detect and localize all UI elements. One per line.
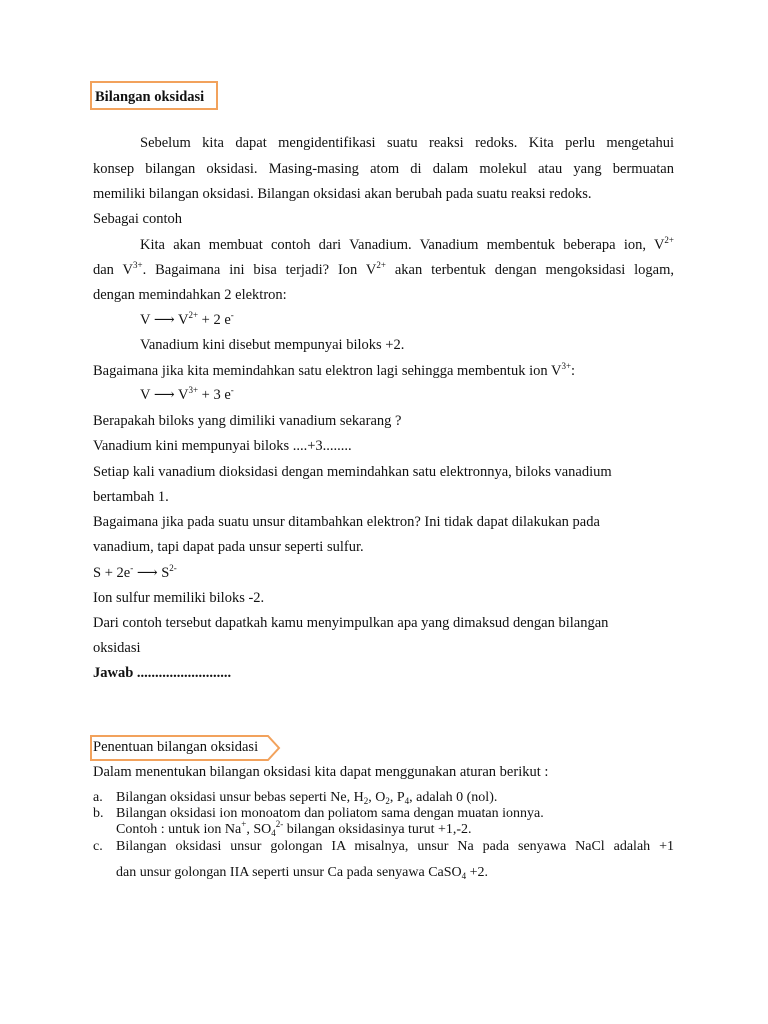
paragraph-line: Sebelum kita dapat mengidentifikasi suatu reaksi redoks. Kita perlu mengetahui <box>140 135 674 151</box>
answer-prompt: Jawab .......................... <box>93 665 232 681</box>
section-heading: Penentuan bilangan oksidasi <box>93 739 259 755</box>
equation: V ⟶ $V^{2+} + 2$ e- <box>140 310 234 328</box>
equation: S + 2e- ⟶ $S^{2-}$ <box>93 563 177 581</box>
section-heading-tag <box>90 735 280 761</box>
list-item: Bilangan oksidasi unsur golongan IA misalnya, unsur Na pada senyawa NaCl adalah +1 <box>116 839 674 854</box>
paragraph-line: memiliki bilangan oksidasi. Bilangan oksidasi akan berubah pada suatu reaksi redoks. <box>93 186 592 202</box>
list-marker: b. <box>93 806 104 821</box>
paragraph-line: Setiap kali vanadium dioksidasi dengan memindahkan satu elektronnya, biloks vanadium <box>93 464 612 480</box>
list-item: dan unsur golongan IIA seperti unsur Ca pada senyawa CaSO$_4$ +2. <box>116 865 489 881</box>
paragraph-line: Vanadium kini disebut mempunyai biloks +2. <box>140 337 405 353</box>
list-item: Bilangan oksidasi ion monoatom dan poliatom sama dengan muatan ionnya. <box>116 806 544 821</box>
list-marker: a. <box>93 790 103 805</box>
paragraph-line: oksidasi <box>93 640 141 656</box>
paragraph-line: Dari contoh tersebut dapatkah kamu menyimpulkan apa yang dimaksud dengan bilangan <box>93 615 609 631</box>
paragraph-line: Sebagai contoh <box>93 211 182 227</box>
paragraph-line: konsep bilangan oksidasi. Masing-masing atom di dalam molekul atau yang bermuatan <box>93 161 674 177</box>
paragraph-line: Ion sulfur memiliki biloks -2. <box>93 590 265 606</box>
list-item: Contoh : untuk ion Na+, $SO_4^{2-}$ bilangan oksidasinya turut +1,-2. <box>116 819 472 838</box>
paragraph-line: dan $V^{3+}$. Bagaimana ini bisa terjadi? Ion $V^{2+}$ akan terbentuk dengan mengoksidasi logam, <box>93 260 674 278</box>
paragraph-line: Bagaimana jika kita memindahkan satu elektron lagi sehingga membentuk ion $V^{3+}$: <box>93 361 576 379</box>
paragraph-line: Kita akan membuat contoh dari Vanadium. Vanadium membentuk beberapa ion, $V^{2+}$ <box>140 235 674 253</box>
paragraph-line: Dalam menentukan bilangan oksidasi kita dapat menggunakan aturan berikut : <box>93 764 549 780</box>
paragraph-line: Bagaimana jika pada suatu unsur ditambahkan elektron? Ini tidak dapat dilakukan pada <box>93 514 600 530</box>
paragraph-line: Berapakah biloks yang dimiliki vanadium sekarang ? <box>93 413 402 429</box>
section-heading-box <box>90 81 218 110</box>
list-marker: c. <box>93 839 103 854</box>
section-heading: Bilangan oksidasi <box>95 89 205 105</box>
paragraph-line: bertambah 1. <box>93 489 169 505</box>
list-item: Bilangan oksidasi unsur bebas seperti Ne, $H_2$, $O_2$, $P_4$, adalah 0 (nol). <box>116 790 498 806</box>
paragraph-line: dengan memindahkan 2 elektron: <box>93 287 287 303</box>
equation: V ⟶ $V^{3+} + 3$ e- <box>140 385 234 403</box>
paragraph-line: Vanadium kini mempunyai biloks ....+3........ <box>93 438 352 454</box>
paragraph-line: vanadium, tapi dapat pada unsur seperti sulfur. <box>93 539 364 555</box>
